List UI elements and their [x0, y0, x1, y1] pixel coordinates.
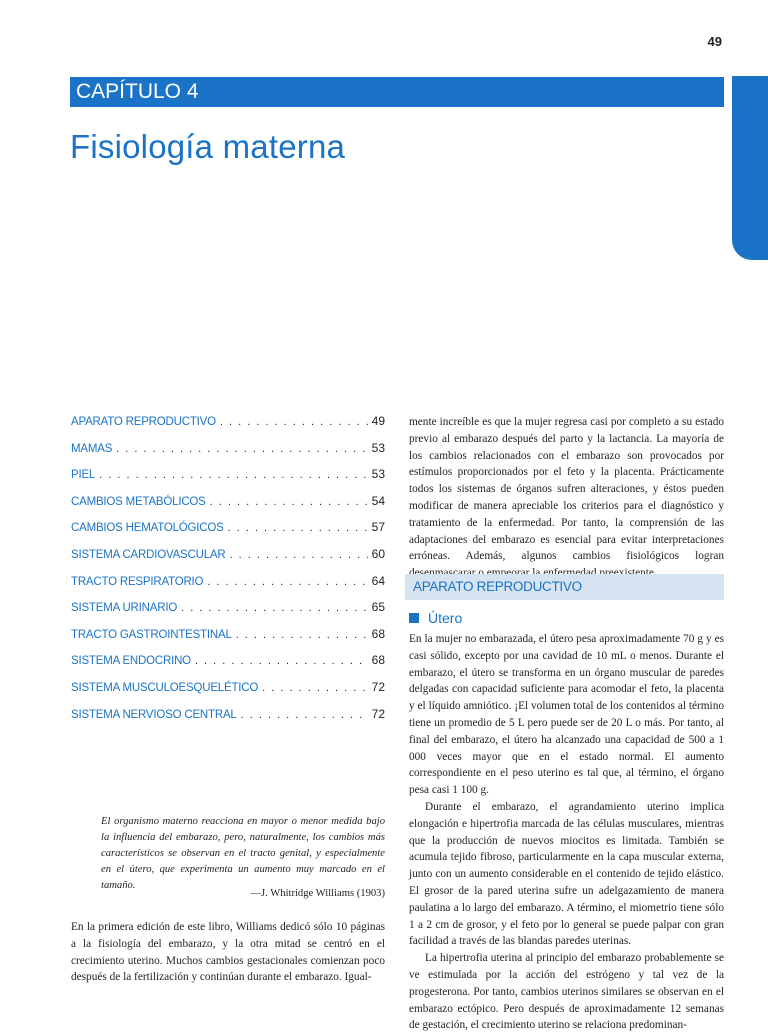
chapter-label-bar [70, 77, 724, 107]
toc-leader-dots [116, 443, 367, 455]
epigraph-attribution: —J. Whitridge Williams (1903) [250, 888, 385, 899]
toc-item-page: 49 [371, 414, 385, 428]
toc-leader-dots [262, 682, 367, 694]
toc-item-label: SISTEMA ENDOCRINO [71, 655, 191, 668]
toc-item[interactable] [71, 707, 385, 734]
toc-item[interactable] [71, 441, 385, 468]
chapter-side-tab [732, 76, 768, 260]
intro-paragraph-left: En la primera edición de este libro, Williams dedicó sólo 10 páginas a la fisiología del embarazo, y la otra mitad se centró en el crecimiento uterino. Muchos cambios gestacionales comienzan poco después de la fertilización y continúan durante el embarazo. Igual- [71, 921, 385, 984]
toc-item[interactable] [71, 680, 385, 707]
toc-item-label: TRACTO RESPIRATORIO [71, 575, 204, 588]
toc-item-label: TRACTO GASTROINTESTINAL [71, 628, 232, 641]
body-paragraph: Durante el embarazo, el agrandamiento uterino implica elongación e hipertrofia marcada de las células musculares, mientras que la producción de nuevos miocitos es limitada. También se acumula tejido fibroso, particularmente en la capa muscular externa, junto con un aumento considerable en el contenido de tejido elástico. El grosor de la pared uterina sufre un adelgazamiento de manera paulatina a lo largo del embarazo. A término, el miometrio tiene sólo 1 a 2 cm de grosor, y el feto por lo general se puede palpar con gran facilidad a través de las blandas paredes uterinas. [409, 800, 724, 948]
toc-item-page: 54 [371, 493, 385, 508]
subsection-heading-text: Útero [428, 610, 463, 626]
body-paragraph: La hipertrofia uterina al principio del embarazo probablemente se ve estimulada por la acción del estrógeno y tal vez de la progesterona. Por tanto, cambios uterinos similares se observan en el embarazo ectópico. Pero después de aproximadamente 12 semanas de gestación, el crecimiento uterino se relaciona predominan- [409, 952, 724, 1032]
toc-item[interactable] [71, 653, 385, 680]
toc-item-label: SISTEMA CARDIOVASCULAR [71, 548, 226, 561]
chapter-title: Fisiología materna [70, 128, 346, 165]
toc-item-label: CAMBIOS METABÓLICOS [71, 495, 206, 508]
toc-leader-dots [181, 602, 368, 614]
toc-item[interactable] [71, 547, 385, 574]
toc-item-page: 72 [371, 679, 385, 694]
section-heading-bar [405, 574, 724, 600]
table-of-contents [71, 414, 385, 733]
toc-item-page: 53 [371, 467, 385, 482]
toc-item[interactable] [71, 414, 385, 441]
toc-item-page: 64 [371, 573, 385, 588]
toc-item[interactable] [71, 600, 385, 627]
toc-item[interactable] [71, 467, 385, 494]
toc-item-label: CAMBIOS HEMATOLÓGICOS [71, 522, 224, 535]
toc-item-page: 68 [371, 626, 385, 641]
toc-item[interactable] [71, 520, 385, 547]
toc-leader-dots [230, 549, 368, 561]
toc-item-label: APARATO REPRODUCTIVO [71, 416, 216, 428]
toc-leader-dots [99, 469, 368, 481]
intro-paragraph-right: mente increíble es que la mujer regresa casi por completo a su estado previo al embarazo después del parto y la lactancia. La mayoría de los cambios relacionados con el embarazo son provocados por estímulos proporcionados por el feto y la placenta. Prácticamente todos los sistemas de órganos sufren alteraciones, y éstos pueden modificar de manera apreciable los criterios para el diagnóstico y tratamiento de la enfermedad. Por tanto, la comprensión de las adaptaciones del embarazo es esencial para evitar interpretaciones erróneas. Además, algunos cambios fisiológicos logran [409, 416, 724, 563]
section-body [409, 631, 724, 1034]
toc-item-page: 57 [371, 520, 385, 535]
toc-leader-dots [228, 522, 368, 534]
toc-item-page: 68 [371, 653, 385, 668]
toc-item[interactable] [71, 494, 385, 521]
toc-item[interactable] [71, 627, 385, 654]
page-number: 49 [707, 34, 722, 49]
toc-leader-dots [241, 709, 368, 721]
toc-item-page: 53 [371, 440, 385, 455]
toc-leader-dots [210, 496, 368, 508]
section-heading: APARATO REPRODUCTIVO [413, 579, 582, 594]
toc-item-label: SISTEMA NERVIOSO CENTRAL [71, 708, 237, 721]
toc-leader-dots [236, 629, 368, 641]
toc-item-label: SISTEMA URINARIO [71, 602, 178, 615]
chapter-label: CAPÍTULO 4 [76, 80, 199, 103]
epigraph-quote: El organismo materno reacciona en mayor o menor medida bajo la influencia del embarazo, pero, naturalmente, los cambios más característicos se observan en el tracto genital, y especialmente en el útero, que experimenta un aumento muy marcado en el tamaño. [101, 816, 385, 891]
toc-item-page: 60 [371, 546, 385, 561]
subsection-heading [409, 610, 462, 626]
square-bullet-icon [409, 613, 419, 623]
toc-leader-dots [195, 655, 368, 667]
toc-leader-dots [220, 416, 368, 428]
toc-item-label: SISTEMA MUSCULOESQUELÉTICO [71, 681, 259, 694]
toc-item[interactable] [71, 574, 385, 601]
toc-item-page: 72 [371, 706, 385, 721]
toc-item-page: 65 [371, 600, 385, 615]
toc-item-label: MAMAS [71, 442, 113, 455]
toc-item-label: PIEL [71, 469, 96, 482]
toc-leader-dots [207, 576, 367, 588]
body-paragraph: En la mujer no embarazada, el útero pesa aproximadamente 70 g y es casi sólido, excepto por una cavidad de 10 mL o menos. Durante el embarazo, el útero se transforma en un órgano muscular de paredes delgadas con capacidad suficiente para acomodar el feto, la placenta y el líquido amniótico. ¡El volumen total de los contenidos al término tiene un promedio de 5 L pero puede ser de 20 L o más. Por tanto, al final del embarazo, el útero ha alcanzado una capacidad de 500 a 1 000 veces mayor que en el estado normal. El aumento correspondiente en el peso uterino es tal que, al término, el órgano pesa casi 1 100 g. [409, 633, 724, 797]
